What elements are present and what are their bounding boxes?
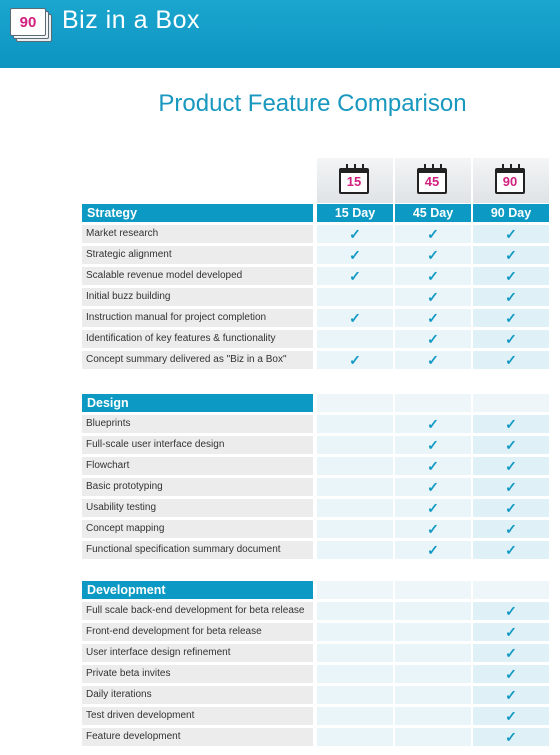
feature-cell xyxy=(473,351,549,369)
feature-cell xyxy=(395,330,471,348)
check-icon: ✓ xyxy=(505,708,517,724)
feature-label: Full scale back-end development for beta release xyxy=(82,602,313,620)
section-header-spacer xyxy=(395,394,471,412)
check-icon: ✓ xyxy=(427,226,439,242)
feature-cell xyxy=(317,541,393,559)
feature-cell xyxy=(317,246,393,264)
feature-cell xyxy=(317,457,393,475)
feature-cell xyxy=(473,457,549,475)
calendar-number: 90 xyxy=(502,174,518,189)
feature-label: Daily iterations xyxy=(82,686,313,704)
feature-cell xyxy=(395,665,471,683)
feature-label: Front-end development for beta release xyxy=(82,623,313,641)
check-icon: ✓ xyxy=(349,268,361,284)
feature-cell xyxy=(395,246,471,264)
feature-cell xyxy=(473,309,549,327)
check-icon: ✓ xyxy=(427,458,439,474)
feature-cell xyxy=(473,686,549,704)
section-header-spacer xyxy=(395,581,471,599)
check-icon: ✓ xyxy=(505,437,517,453)
feature-cell xyxy=(473,415,549,433)
section-header-spacer xyxy=(473,581,549,599)
check-icon: ✓ xyxy=(505,542,517,558)
feature-cell xyxy=(317,330,393,348)
feature-cell xyxy=(317,520,393,538)
feature-label: Strategic alignment xyxy=(82,246,313,264)
feature-cell xyxy=(395,520,471,538)
feature-cell xyxy=(473,728,549,746)
plan-icon-cell xyxy=(473,158,549,203)
check-icon: ✓ xyxy=(349,226,361,242)
feature-cell xyxy=(317,602,393,620)
check-icon: ✓ xyxy=(505,729,517,745)
feature-cell xyxy=(473,665,549,683)
feature-cell xyxy=(317,644,393,662)
feature-cell xyxy=(473,436,549,454)
feature-cell xyxy=(317,267,393,285)
feature-cell xyxy=(395,686,471,704)
feature-cell xyxy=(395,499,471,517)
section-header-spacer xyxy=(317,394,393,412)
calendar-icon xyxy=(495,168,525,194)
feature-cell xyxy=(395,288,471,306)
check-icon: ✓ xyxy=(427,247,439,263)
check-icon: ✓ xyxy=(427,289,439,305)
feature-label: User interface design refinement xyxy=(82,644,313,662)
plan-column-header: 90 Day xyxy=(473,204,549,222)
feature-label: Flowchart xyxy=(82,457,313,475)
feature-cell xyxy=(317,728,393,746)
section-header-spacer xyxy=(473,394,549,412)
feature-cell xyxy=(395,267,471,285)
check-icon: ✓ xyxy=(427,352,439,368)
header-bar xyxy=(0,0,560,68)
check-icon: ✓ xyxy=(427,500,439,516)
check-icon: ✓ xyxy=(349,310,361,326)
feature-label: Test driven development xyxy=(82,707,313,725)
calendar-number: 45 xyxy=(424,174,440,189)
check-icon: ✓ xyxy=(505,268,517,284)
feature-cell xyxy=(317,623,393,641)
feature-cell xyxy=(395,478,471,496)
feature-label: Feature development xyxy=(82,728,313,746)
feature-cell xyxy=(395,602,471,620)
calendar-icon xyxy=(417,168,447,194)
feature-label: Private beta invites xyxy=(82,665,313,683)
feature-cell xyxy=(395,644,471,662)
feature-cell xyxy=(473,288,549,306)
check-icon: ✓ xyxy=(427,310,439,326)
check-icon: ✓ xyxy=(505,500,517,516)
feature-cell xyxy=(473,541,549,559)
feature-cell xyxy=(473,246,549,264)
feature-cell xyxy=(395,707,471,725)
check-icon: ✓ xyxy=(505,624,517,640)
check-icon: ✓ xyxy=(427,331,439,347)
feature-cell xyxy=(473,478,549,496)
feature-label: Functional specification summary document xyxy=(82,541,313,559)
feature-cell xyxy=(395,541,471,559)
feature-cell xyxy=(317,707,393,725)
feature-cell xyxy=(317,225,393,243)
feature-cell xyxy=(473,644,549,662)
app-title: Biz in a Box xyxy=(62,6,201,34)
feature-cell xyxy=(473,623,549,641)
feature-cell xyxy=(317,351,393,369)
feature-cell xyxy=(473,267,549,285)
feature-label: Identification of key features & functionality xyxy=(82,330,313,348)
section-header-spacer xyxy=(317,581,393,599)
feature-label: Concept mapping xyxy=(82,520,313,538)
feature-cell xyxy=(395,225,471,243)
feature-cell xyxy=(473,602,549,620)
check-icon: ✓ xyxy=(427,542,439,558)
feature-cell xyxy=(317,478,393,496)
plan-column-header: 15 Day xyxy=(317,204,393,222)
check-icon: ✓ xyxy=(505,603,517,619)
feature-label: Market research xyxy=(82,225,313,243)
check-icon: ✓ xyxy=(505,645,517,661)
check-icon: ✓ xyxy=(427,479,439,495)
check-icon: ✓ xyxy=(427,437,439,453)
section-header-strategy: Strategy xyxy=(82,204,313,222)
feature-cell xyxy=(473,225,549,243)
page-title: Product Feature Comparison xyxy=(158,90,467,117)
check-icon: ✓ xyxy=(505,458,517,474)
feature-label: Scalable revenue model developed xyxy=(82,267,313,285)
check-icon: ✓ xyxy=(505,331,517,347)
feature-cell xyxy=(395,351,471,369)
check-icon: ✓ xyxy=(427,416,439,432)
feature-cell xyxy=(395,623,471,641)
logo-calendar-stack-icon xyxy=(8,4,54,44)
logo-number: 90 xyxy=(19,13,37,31)
feature-label: Initial buzz building xyxy=(82,288,313,306)
feature-cell xyxy=(395,457,471,475)
plan-column-header: 45 Day xyxy=(395,204,471,222)
check-icon: ✓ xyxy=(505,352,517,368)
feature-cell xyxy=(317,415,393,433)
feature-cell xyxy=(317,309,393,327)
feature-cell xyxy=(317,288,393,306)
feature-cell xyxy=(473,707,549,725)
check-icon: ✓ xyxy=(505,666,517,682)
feature-label: Usability testing xyxy=(82,499,313,517)
feature-cell xyxy=(317,436,393,454)
check-icon: ✓ xyxy=(505,687,517,703)
check-icon: ✓ xyxy=(349,352,361,368)
check-icon: ✓ xyxy=(505,310,517,326)
check-icon: ✓ xyxy=(505,479,517,495)
calendar-number: 15 xyxy=(346,174,362,189)
feature-label: Blueprints xyxy=(82,415,313,433)
feature-label: Concept summary delivered as "Biz in a Box" xyxy=(82,351,313,369)
feature-cell xyxy=(473,499,549,517)
check-icon: ✓ xyxy=(349,247,361,263)
feature-cell xyxy=(395,436,471,454)
feature-cell xyxy=(317,499,393,517)
check-icon: ✓ xyxy=(505,521,517,537)
check-icon: ✓ xyxy=(505,416,517,432)
feature-cell xyxy=(395,415,471,433)
feature-cell xyxy=(317,686,393,704)
check-icon: ✓ xyxy=(505,226,517,242)
feature-cell xyxy=(473,520,549,538)
check-icon: ✓ xyxy=(427,268,439,284)
plan-icon-cell xyxy=(317,158,393,203)
feature-cell xyxy=(395,309,471,327)
feature-cell xyxy=(395,728,471,746)
feature-label: Basic prototyping xyxy=(82,478,313,496)
plan-icon-cell xyxy=(395,158,471,203)
calendar-icon xyxy=(339,168,369,194)
check-icon: ✓ xyxy=(505,289,517,305)
check-icon: ✓ xyxy=(505,247,517,263)
check-icon: ✓ xyxy=(427,521,439,537)
feature-cell xyxy=(317,665,393,683)
section-header-development: Development xyxy=(82,581,313,599)
feature-cell xyxy=(473,330,549,348)
feature-label: Instruction manual for project completion xyxy=(82,309,313,327)
feature-label: Full-scale user interface design xyxy=(82,436,313,454)
section-header-design: Design xyxy=(82,394,313,412)
